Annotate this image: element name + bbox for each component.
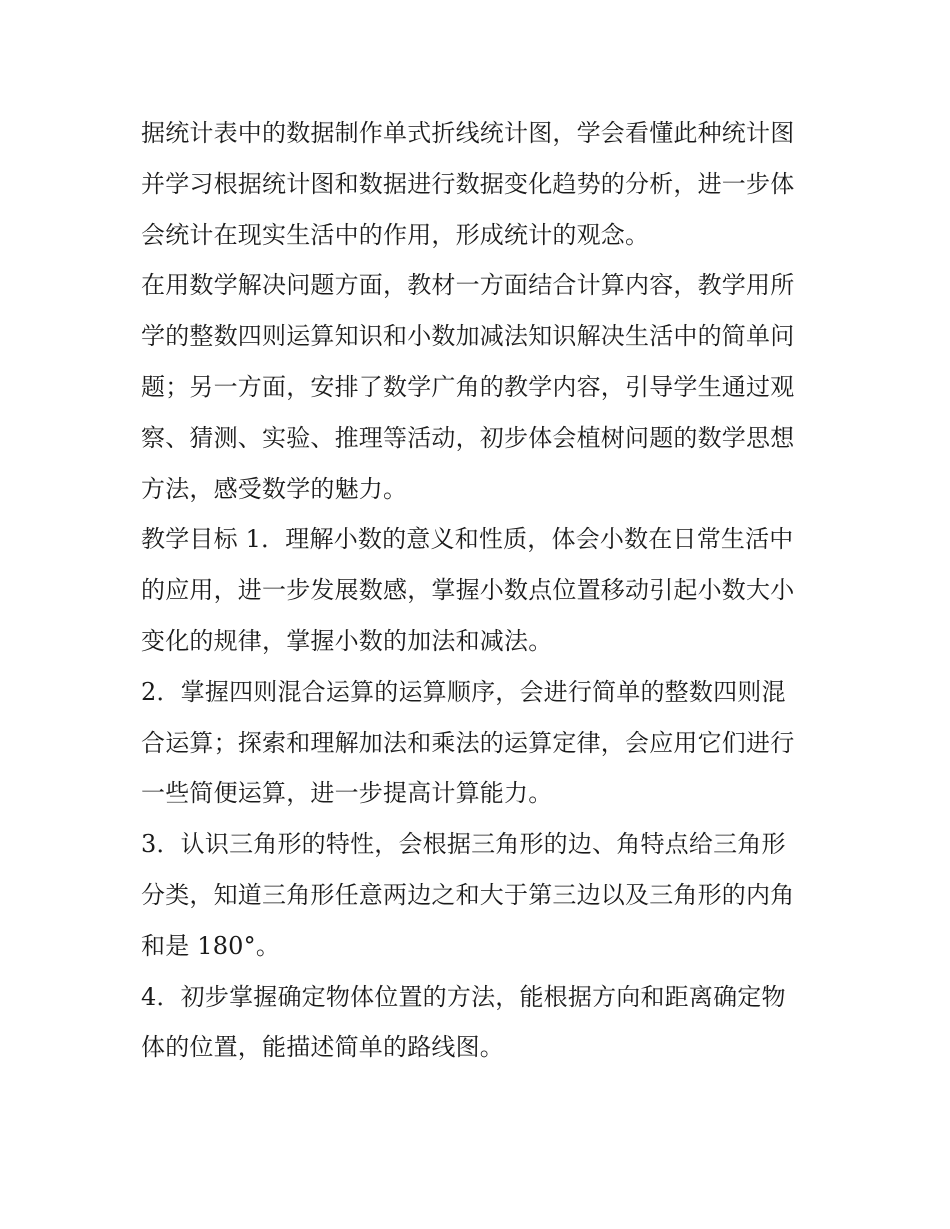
text-line-6: 题；另一方面，安排了数学广角的教学内容，引导学生通过观 bbox=[141, 372, 795, 401]
text-line-19: 体的位置，能描述简单的路线图。 bbox=[141, 1033, 504, 1062]
text-line-18: 4．初步掌握确定物体位置的方法，能根据方向和距离确定物 bbox=[141, 982, 786, 1011]
text-line-2: 并学习根据统计图和数据进行数据变化趋势的分析，进一步体 bbox=[141, 169, 795, 198]
text-line-7: 察、猜测、实验、推理等活动，初步体会植树问题的数学思想 bbox=[141, 423, 795, 452]
text-line-3: 会统计在现实生活中的作用，形成统计的观念。 bbox=[141, 220, 650, 249]
text-line-11: 变化的规律，掌握小数的加法和减法。 bbox=[141, 626, 553, 655]
text-line-4: 在用数学解决问题方面，教材一方面结合计算内容，教学用所 bbox=[141, 271, 795, 300]
text-line-16: 分类，知道三角形任意两边之和大于第三边以及三角形的内角 bbox=[141, 880, 795, 909]
text-line-1: 据统计表中的数据制作单式折线统计图，学会看懂此种统计图 bbox=[141, 119, 795, 147]
text-line-5: 学的整数四则运算知识和小数加减法知识解决生活中的简单问 bbox=[141, 322, 795, 351]
document-body bbox=[141, 108, 821, 1073]
text-line-14: 一些简便运算，进一步提高计算能力。 bbox=[141, 779, 553, 808]
text-line-10: 的应用，进一步发展数感，掌握小数点位置移动引起小数大小 bbox=[141, 576, 795, 605]
text-line-9: 教学目标 1．理解小数的意义和性质，体会小数在日常生活中 bbox=[141, 525, 794, 554]
text-line-15: 3．认识三角形的特性，会根据三角形的边、角特点给三角形 bbox=[141, 830, 786, 859]
text-line-13: 合运算；探索和理解加法和乘法的运算定律，会应用它们进行 bbox=[141, 728, 795, 757]
text-line-12: 2．掌握四则混合运算的运算顺序，会进行简单的整数四则混 bbox=[141, 677, 786, 706]
text-line-8: 方法，感受数学的魅力。 bbox=[141, 474, 408, 503]
text-line-17: 和是 180°。 bbox=[141, 931, 281, 960]
